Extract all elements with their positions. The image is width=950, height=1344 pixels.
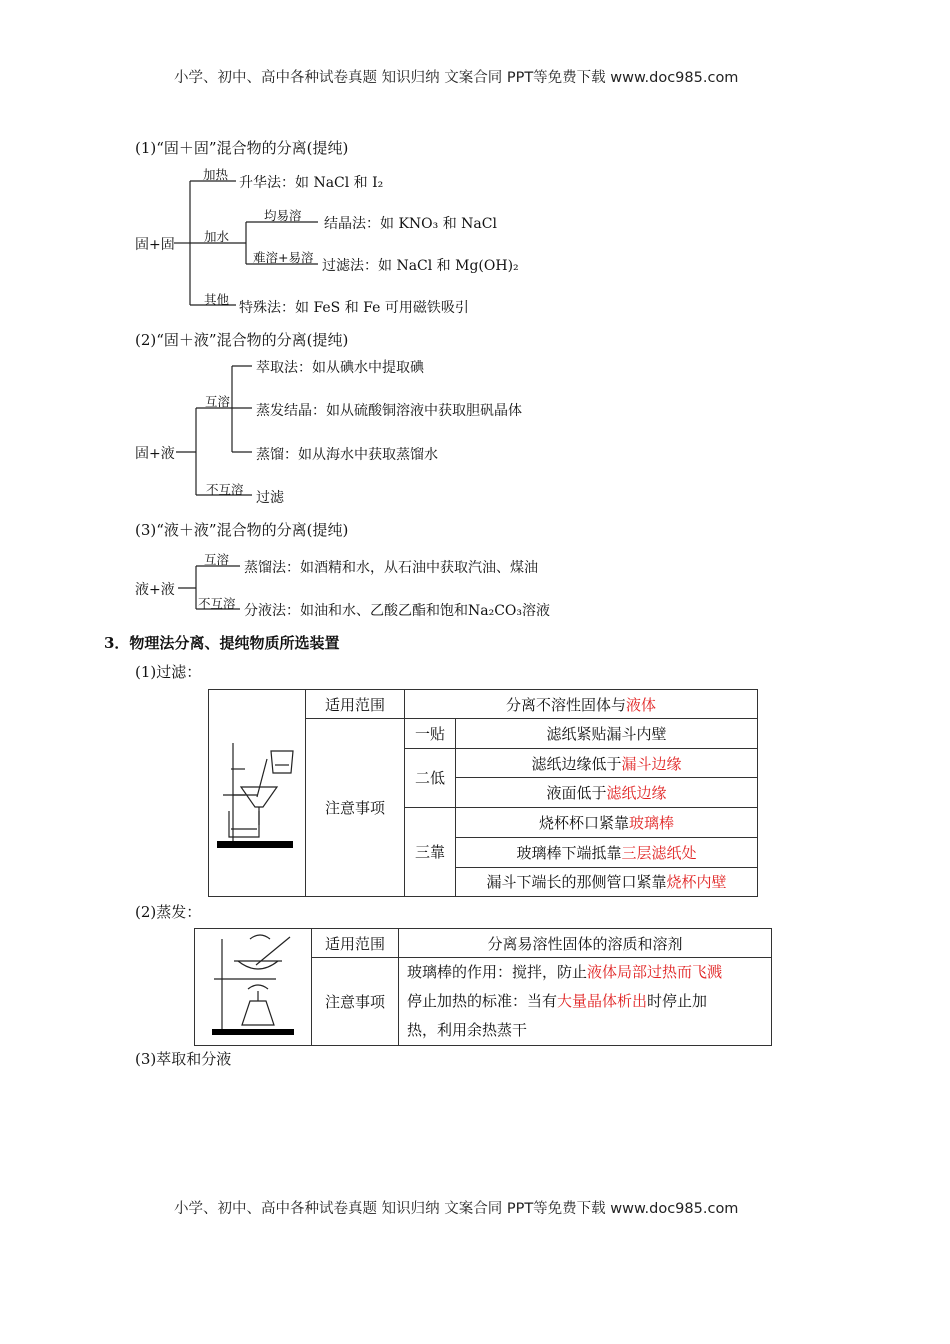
rule-highlight: 玻璃棒	[629, 813, 675, 832]
rule-group-2: 二低	[405, 748, 456, 807]
s3-b1-label: 互溶	[204, 552, 230, 567]
rule-2-2	[456, 778, 758, 807]
evaporation-notes-label: 注意事项	[312, 958, 399, 1046]
s2-b1a-text: 萃取法：如从碘水中提取碘	[256, 360, 424, 376]
scope-text: 分离不溶性固体与	[505, 695, 626, 714]
extraction-title: (3)萃取和分液	[135, 1050, 232, 1068]
evaporation-title: (2)蒸发：	[135, 903, 202, 921]
evaporation-apparatus-image	[198, 929, 308, 1041]
s1-b3-text: 特殊法：如 FeS 和 Fe 可用磁铁吸引	[239, 300, 469, 316]
s1-b2-label: 加水	[204, 229, 230, 244]
s1-b3-label: 其他	[204, 292, 230, 307]
s3-title: (3)“液＋液”混合物的分离(提纯)	[135, 521, 349, 539]
note-text: 停止加热的标准：当有	[407, 992, 558, 1010]
s1-b2b-label: 难溶+易溶	[253, 250, 314, 265]
s2-b1b-text: 蒸发结晶：如从硫酸铜溶液中获取胆矾晶体	[256, 403, 522, 419]
s3-b2-label: 不互溶	[198, 596, 236, 611]
s3-root: 液+液	[135, 582, 175, 598]
evaporation-scope-label: 适用范围	[312, 929, 399, 958]
s1-b1-text: 升华法：如 NaCl 和 I₂	[239, 175, 384, 191]
evaporation-note-1	[407, 958, 763, 987]
note-highlight: 液体局部过热而飞溅	[587, 963, 723, 981]
rule-group-3: 三靠	[405, 807, 456, 896]
filtration-notes-label: 注意事项	[306, 719, 405, 897]
section-3-heading: 3．物理法分离、提纯物质所选装置	[104, 634, 340, 652]
s3-b1-text: 蒸馏法：如酒精和水，从石油中获取汽油、煤油	[244, 560, 538, 576]
rule-text: 烧杯杯口紧靠	[538, 813, 629, 832]
evaporation-scope-value: 分离易溶性固体的溶质和溶剂	[399, 929, 772, 958]
s1-b2b-text: 过滤法：如 NaCl 和 Mg(OH)₂	[322, 258, 519, 274]
rule-text: 滤纸边缘低于	[531, 754, 622, 773]
filtration-apparatus-image	[211, 729, 303, 853]
rule-3-2	[456, 838, 758, 867]
rule-3-1	[456, 807, 758, 837]
s1-title: (1)“固＋固”混合物的分离(提纯)	[135, 139, 349, 157]
filtration-title: (1)过滤：	[135, 663, 202, 681]
note-text: 玻璃棒的作用：搅拌，防止	[407, 963, 588, 981]
evaporation-image-cell	[195, 929, 312, 1046]
filtration-scope-label: 适用范围	[306, 690, 405, 719]
s2-b1-label: 互溶	[205, 394, 231, 409]
rule-1-1: 滤纸紧贴漏斗内壁	[456, 719, 758, 748]
rule-highlight: 三层滤纸处	[621, 843, 697, 862]
note-text: 时停止加	[647, 992, 708, 1010]
evaporation-note-2	[407, 987, 763, 1016]
filtration-table	[208, 689, 758, 897]
s1-root: 固+固	[135, 237, 175, 253]
s2-b2-label: 不互溶	[206, 482, 244, 497]
note-highlight: 大量晶体析出	[557, 992, 648, 1010]
rule-2-1	[456, 748, 758, 777]
rule-text: 液面低于	[546, 783, 607, 802]
rule-text: 漏斗下端长的那侧管口紧靠	[486, 873, 667, 892]
s1-b2a-label: 均易溶	[264, 208, 302, 223]
evaporation-notes	[399, 958, 772, 1046]
rule-highlight: 烧杯内壁	[666, 873, 727, 892]
rule-3-3	[456, 867, 758, 896]
s2-b1c-text: 蒸馏：如从海水中获取蒸馏水	[256, 447, 438, 463]
evaporation-note-2-cont: 热，利用余热蒸干	[407, 1021, 528, 1039]
s2-title: (2)“固＋液”混合物的分离(提纯)	[135, 331, 349, 349]
rule-group-1: 一贴	[405, 719, 456, 748]
page-footer: 小学、初中、高中各种试卷真题 知识归纳 文案合同 PPT等免费下载 www.doc985.com	[174, 1201, 739, 1217]
s2-root: 固+液	[135, 446, 175, 462]
rule-highlight: 滤纸边缘	[606, 783, 667, 802]
s1-b1-label: 加热	[203, 167, 229, 182]
rule-highlight: 漏斗边缘	[621, 754, 682, 773]
s1-b2a-text: 结晶法：如 KNO₃ 和 NaCl	[324, 216, 497, 232]
s2-b2-text: 过滤	[256, 490, 284, 506]
filtration-scope-value	[405, 690, 758, 719]
evaporation-table	[194, 928, 772, 1046]
s3-b2-text: 分液法：如油和水、乙酸乙酯和饱和Na₂CO₃溶液	[244, 603, 551, 619]
scope-highlight: 液体	[626, 695, 657, 714]
page-header: 小学、初中、高中各种试卷真题 知识归纳 文案合同 PPT等免费下载 www.doc985.com	[174, 70, 739, 86]
rule-text: 玻璃棒下端抵靠	[516, 843, 622, 862]
filtration-image-cell	[209, 690, 306, 897]
